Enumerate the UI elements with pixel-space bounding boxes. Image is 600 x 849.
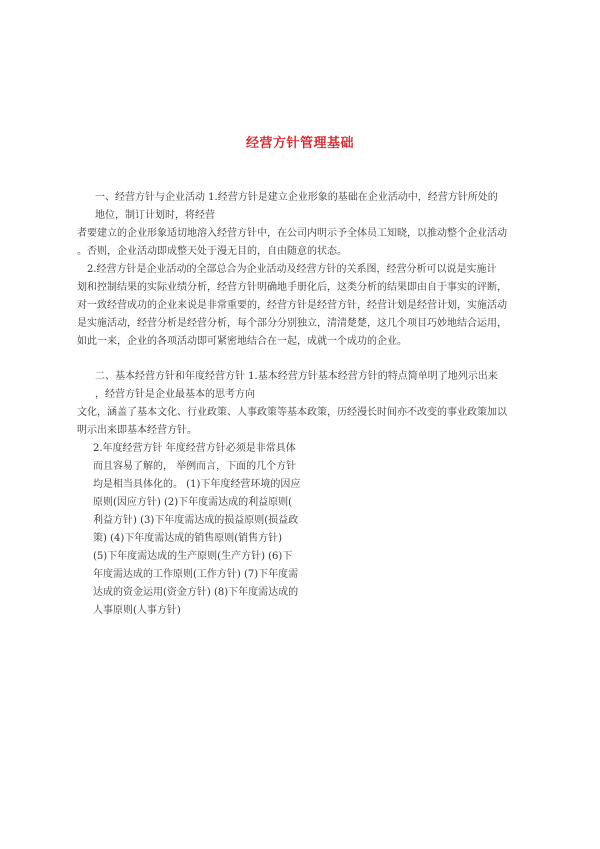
section1-line7: 对一致经营成功的企业来说是非常重要的，经营方针是经营方针，经营计划是经营计划，实施活动 xyxy=(77,300,507,311)
section2-line9: 利益方针) (3)下年度需达成的损益原则(损益政 xyxy=(93,515,299,526)
section1-line2: 地位，制订计划时，将经营 xyxy=(95,210,215,221)
section2-line7: 均是相当具体化的。 (1)下年度经营环境的因应 xyxy=(93,479,301,490)
document-title: 经营方针管理基础 xyxy=(245,136,354,151)
section2-line12: 年度需达成的工作原则(工作方针) (7)下年度需 xyxy=(93,569,299,580)
section2-line14: 人事原则(人事方针) xyxy=(93,605,181,616)
section2-line10: 策) (4)下年度需达成的销售原则(销售方针) xyxy=(93,533,283,544)
section2-line1: 二、基本经营方针和年度经营方针 1.基本经营方针基本经营方针的特点简单明了地列示出来 xyxy=(95,371,498,382)
section2-line6: 而且容易了解的， 举例而言，下面的几个方针 xyxy=(93,461,297,472)
section2-line3: 文化，涵盖了基本文化、行业政策、人事政策等基本政策，历经漫长时间亦不改变的事业政策加以 xyxy=(77,407,507,418)
section1-line4: 。否则，企业活动即成整天处于漫无目的，自由随意的状态。 xyxy=(77,246,347,257)
section2-line5: 2.年度经营方针 年度经营方针必须是非常具体 xyxy=(93,443,296,454)
section2-line4: 明示出来即基本经营方针。 xyxy=(77,425,197,436)
section1-line1: 一、经营方针与企业活动 1.经营方针是建立企业形象的基础在企业活动中，经营方针所处的 xyxy=(95,192,498,203)
section1-line3: 者要建立的企业形象适切地溶入经营方针中，在公司内明示予全体员工知晓，以推动整个企业活动 xyxy=(77,228,507,239)
section1-line9: 如此一来，企业的各项活动即可紧密地结合在一起，成就一个成功的企业。 xyxy=(77,336,407,347)
section2-line8: 原则(因应方针) (2)下年度需达成的利益原则( xyxy=(93,497,293,508)
section2-line13: 达成的资金运用(资金方针) (8)下年度需达成的 xyxy=(93,587,299,598)
section2-line11: (5)下年度需达成的生产原则(生产方针) (6)下 xyxy=(93,551,293,562)
section1-line5: 2.经营方针是企业活动的全部总合为企业活动及经营方针的关系图，经营分析可以说是实施计 xyxy=(87,264,497,275)
section2-line2: ，经营方针是企业最基本的思考方向 xyxy=(95,389,255,400)
section1-line8: 是实施活动，经营分析是经营分析，每个部分分别独立，清清楚楚，这几个项目巧妙地结合运用， xyxy=(77,318,507,329)
section1-line6: 划和控制结果的实际业绩分析，经营方针明确地手册化后，这类分析的结果即由自于事实的评断， xyxy=(77,282,507,293)
